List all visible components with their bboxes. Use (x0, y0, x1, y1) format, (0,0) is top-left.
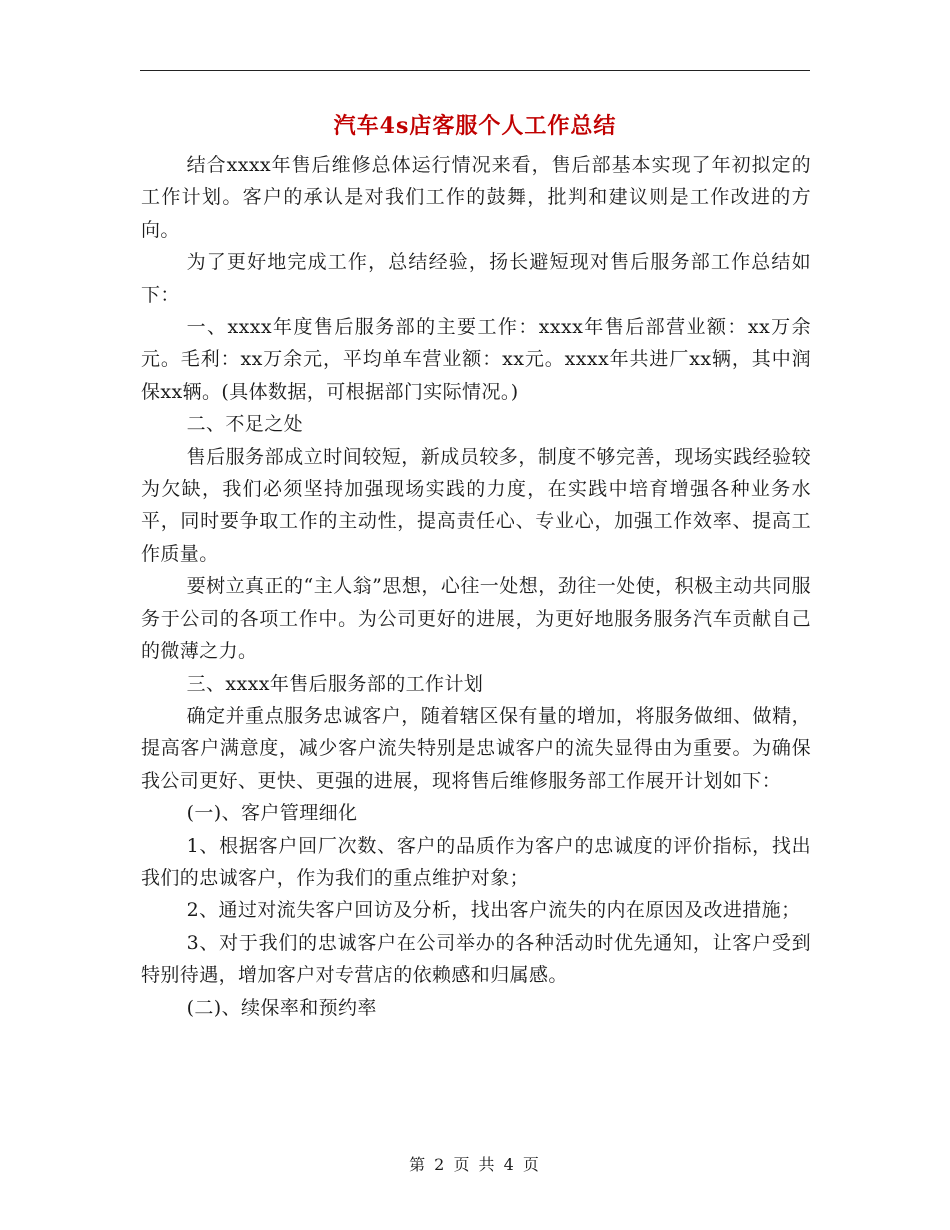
list-item: 2、通过对流失客户回访及分析，找出客户流失的内在原因及改进措施； (186, 899, 801, 922)
section-heading: 三、xxxx年售后服务部的工作计划 (186, 672, 484, 695)
document-title: 汽车4s店客服个人工作总结 (333, 113, 617, 139)
paragraph: 为了更好地完成工作，总结经验，扬长避短现对售后服务部工作总结如下： (141, 251, 811, 306)
page-footer: 第 2 页 共 4 页 (409, 1155, 541, 1174)
header-rule (140, 70, 810, 71)
list-item: 1、根据客户回厂次数、客户的品质作为客户的忠诚度的评价指标，找出我们的忠诚客户，作为我们的重点维护对象； (141, 834, 811, 889)
subsection-heading: (二)、续保率和预约率 (186, 996, 377, 1019)
paragraph: 一、xxxx年度售后服务部的主要工作：xxxx年售后部营业额：xx万余元。毛利：xx万余元，平均单车营业额：xx元。xxxx年共进厂xx辆，其中润保xx辆。(具体数据，可根据部门实际情况。) (141, 316, 811, 403)
section-heading: 二、不足之处 (186, 413, 303, 436)
list-item: 3、对于我们的忠诚客户在公司举办的各种活动时优先通知，让客户受到特别待遇，增加客户对专营店的依赖感和归属感。 (141, 931, 811, 987)
paragraph: 确定并重点服务忠诚客户，随着辖区保有量的增加，将服务做细、做精，提高客户满意度，减少客户流失特别是忠诚客户的流失显得由为重要。为确保我公司更好、更快、更强的进展，现将售后维修服务部工作展开计划如下： (141, 704, 811, 792)
paragraph: 要树立真正的“主人翁”思想，心往一处想，劲往一处使，积极主动共同服务于公司的各项工作中。为公司更好的进展，为更好地服务服务汽车贡献自己的微薄之力。 (141, 575, 811, 663)
paragraph: 结合xxxx年售后维修总体运行情况来看，售后部基本实现了年初拟定的工作计划。客户的承认是对我们工作的鼓舞，批判和建议则是工作改进的方向。 (141, 154, 811, 241)
subsection-heading: (一)、客户管理细化 (186, 802, 358, 825)
document-body (141, 149, 811, 1024)
paragraph: 售后服务部成立时间较短，新成员较多，制度不够完善，现场实践经验较为欠缺，我们必须坚持加强现场实践的力度，在实践中培育增强各种业务水平，同时要争取工作的主动性，提高责任心、专业心，加强工作效率、提高工作质量。 (141, 445, 811, 565)
